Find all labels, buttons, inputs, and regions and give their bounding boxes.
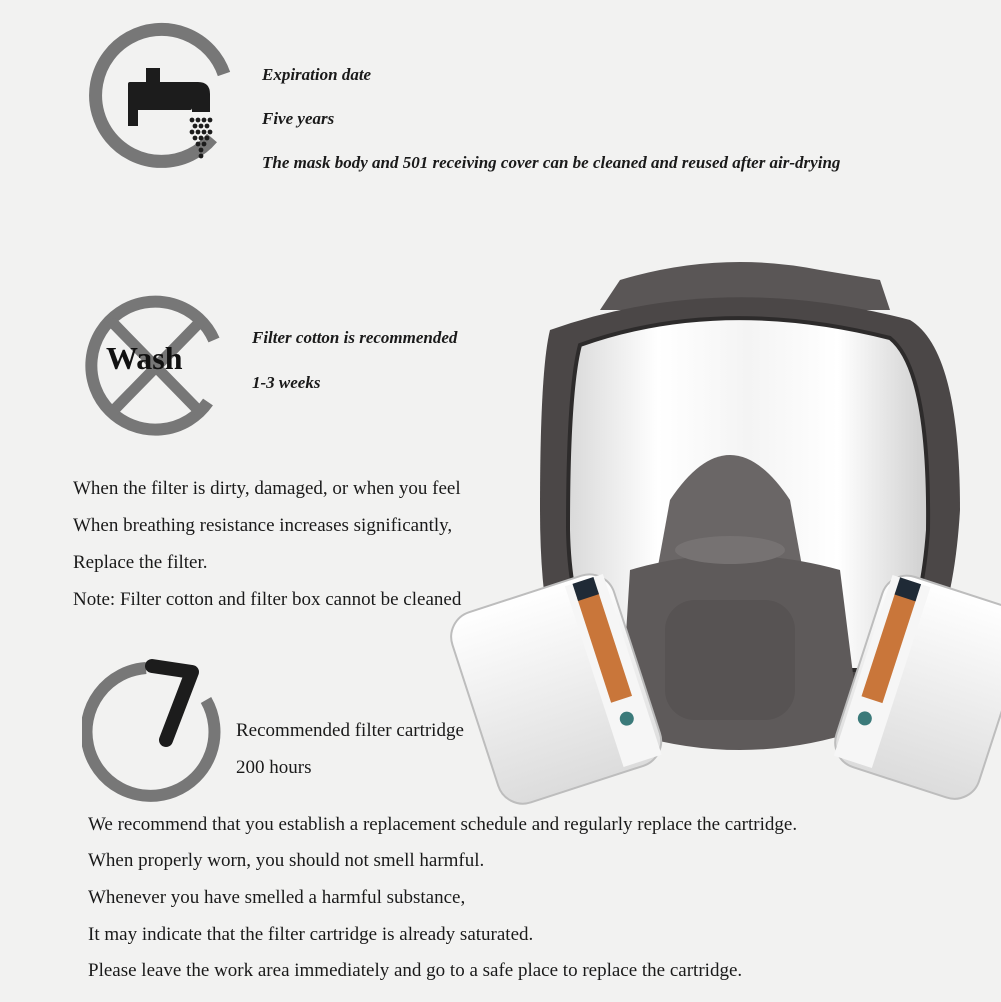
- cartridge-body-line: We recommend that you establish a replacement schedule and regularly replace the cartridge.: [88, 814, 798, 835]
- filter-body-line: When breathing resistance increases significantly,: [73, 515, 453, 536]
- full-face-respirator-image: [440, 250, 1001, 810]
- filter-body-line: Note: Filter cotton and filter box cannot be cleaned: [73, 589, 462, 610]
- faucet-icon: [88, 22, 240, 174]
- filter-body-line: When the filter is dirty, damaged, or when you feel: [73, 478, 461, 499]
- cartridge-heading: Recommended filter cartridge: [236, 720, 464, 741]
- cartridge-body-line: Whenever you have smelled a harmful substance,: [88, 887, 466, 908]
- filter-body-line: Replace the filter.: [73, 552, 208, 573]
- cleaning-note: The mask body and 501 receiving cover can be cleaned and reused after air-drying: [262, 153, 841, 172]
- cartridge-body-line: It may indicate that the filter cartridge is already saturated.: [88, 924, 534, 945]
- cartridge-value: 200 hours: [236, 757, 312, 778]
- filter-cotton-heading: Filter cotton is recommended: [252, 328, 458, 347]
- expiration-value: Five years: [262, 109, 335, 128]
- expiration-heading: Expiration date: [262, 65, 372, 84]
- cartridge-body-line: When properly worn, you should not smell harmful.: [88, 850, 485, 871]
- seven-icon: [82, 654, 232, 806]
- filter-cotton-value: 1-3 weeks: [252, 373, 321, 392]
- cartridge-body-line: Please leave the work area immediately and go to a safe place to replace the cartridge.: [88, 960, 743, 981]
- wash-label: Wash: [106, 340, 183, 376]
